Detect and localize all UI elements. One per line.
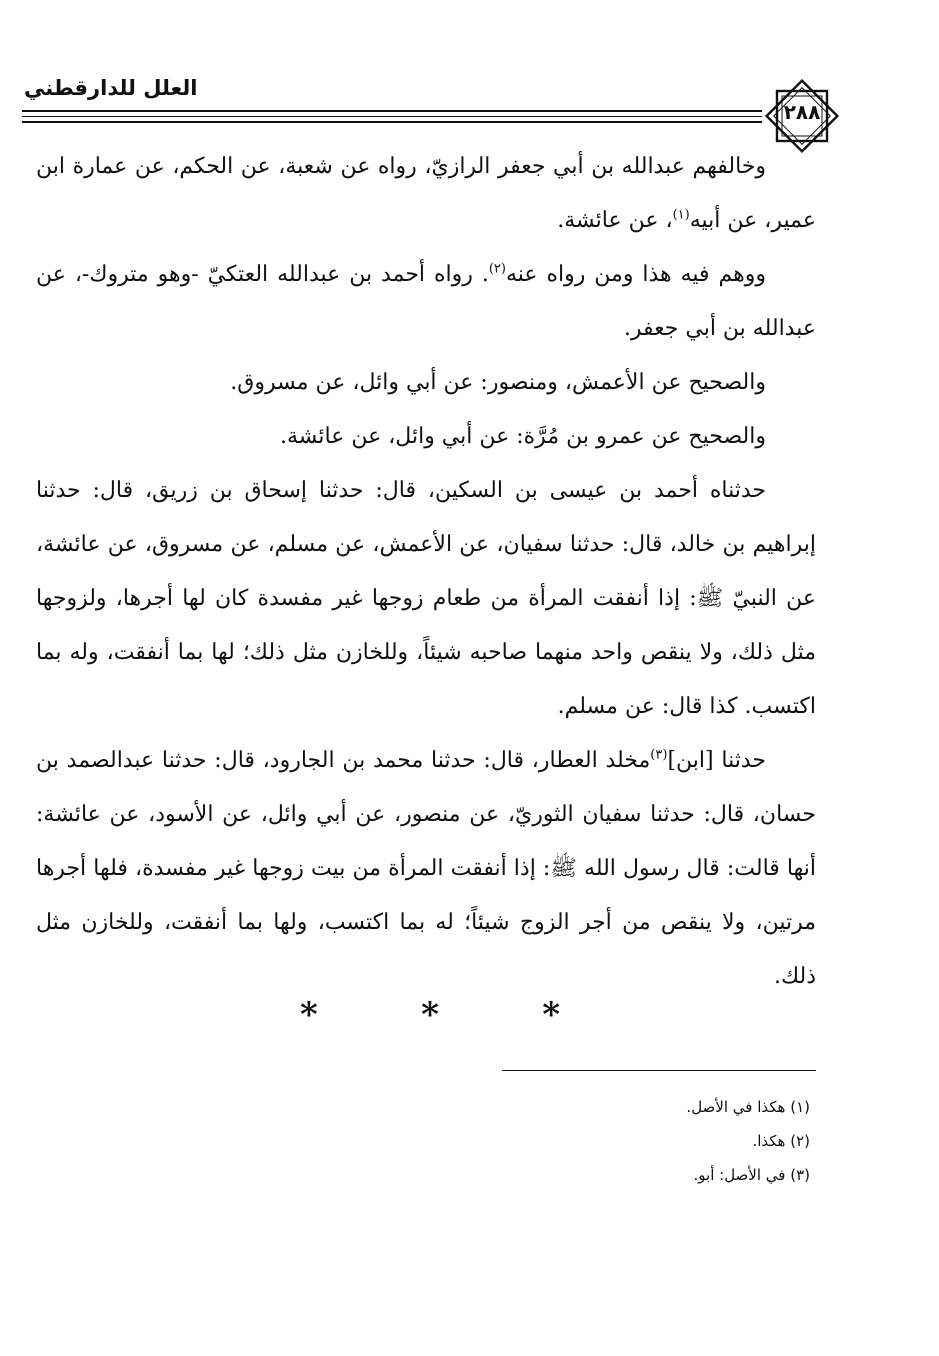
paragraph-1 bbox=[36, 140, 816, 248]
section-separator bbox=[300, 995, 560, 1035]
text-run: حدثنا [ابن] bbox=[667, 748, 766, 773]
header-rule bbox=[22, 121, 762, 123]
header-rule bbox=[22, 110, 762, 112]
footnote-rule bbox=[502, 1070, 816, 1071]
footnote-ref-1: (١) bbox=[672, 207, 690, 223]
main-text bbox=[36, 140, 816, 1004]
paragraph-6 bbox=[36, 734, 816, 1004]
paragraph-3: والصحيح عن الأعمش، ومنصور: عن أبي وائل، عن مسروق. bbox=[230, 370, 766, 395]
running-title: العلل للدارقطني bbox=[24, 76, 198, 100]
text-run: . رواه أحمد بن عبدالله العتكيّ -وهو متروك-، عن عبدالله بن أبي جعفر. bbox=[36, 262, 816, 341]
footnote-1: (١) هكذا في الأصل. bbox=[686, 1098, 810, 1116]
separator-star: * bbox=[300, 995, 318, 1035]
footnote-ref-2: (٢) bbox=[488, 261, 506, 277]
separator-star: * bbox=[542, 995, 560, 1035]
separator-star: * bbox=[421, 995, 439, 1035]
paragraph-5: حدثناه أحمد بن عيسى بن السكين، قال: حدثنا إسحاق بن زريق، قال: حدثنا إبراهيم بن خالد، قال: حدثنا سفيان، عن الأعمش، عن مسلم، عن مسروق، عن عائشة، عن النبيّ ﷺ: إذا أنفقت المرأة من طعام زوجها غير مفسدة كان لها أجرها، ولزوجها مثل ذلك، ولا ينقص واحد منهما صاحبه شيئاً، وللخازن مثل ذلك؛ لها بما أنفقت، وله بما اكتسب. كذا قال: عن مسلم. bbox=[36, 478, 816, 719]
paragraph-2 bbox=[36, 248, 816, 356]
footnotes bbox=[400, 1090, 810, 1192]
footnote-2: (٢) هكذا. bbox=[752, 1132, 810, 1150]
text-run: ووهم فيه هذا ومن رواه عنه bbox=[505, 262, 766, 287]
page-number: ٢٨٨ bbox=[783, 100, 821, 124]
footnote-ref-3: (٣) bbox=[650, 747, 668, 763]
text-run: ، عن عائشة. bbox=[557, 208, 673, 233]
footnote-3: (٣) في الأصل: أبو. bbox=[693, 1166, 810, 1184]
header-rule bbox=[22, 116, 762, 117]
paragraph-4: والصحيح عن عمرو بن مُرَّة: عن أبي وائل، عن عائشة. bbox=[279, 424, 766, 449]
text-run: وخالفهم عبدالله بن أبي جعفر الرازيّ، رواه عن شعبة، عن الحكم، عن عمارة ابن عمير، عن أبيه bbox=[36, 154, 816, 233]
text-run: مخلد العطار، قال: حدثنا محمد بن الجارود، قال: حدثنا عبدالصمد بن حسان، قال: حدثنا سفيان الثوريّ، عن منصور، عن أبي وائل، عن الأسود، عن عائشة: أنها قالت: قال رسول الله ﷺ: إذا أنفقت المرأة من بيت زوجها غير مفسدة، فلها أجرها مرتين، ولا ينقص من أجر الزوج شيئاً؛ له بما اكتسب، ولها بما أنفقت، وللخازن مثل ذلك. bbox=[36, 748, 817, 989]
